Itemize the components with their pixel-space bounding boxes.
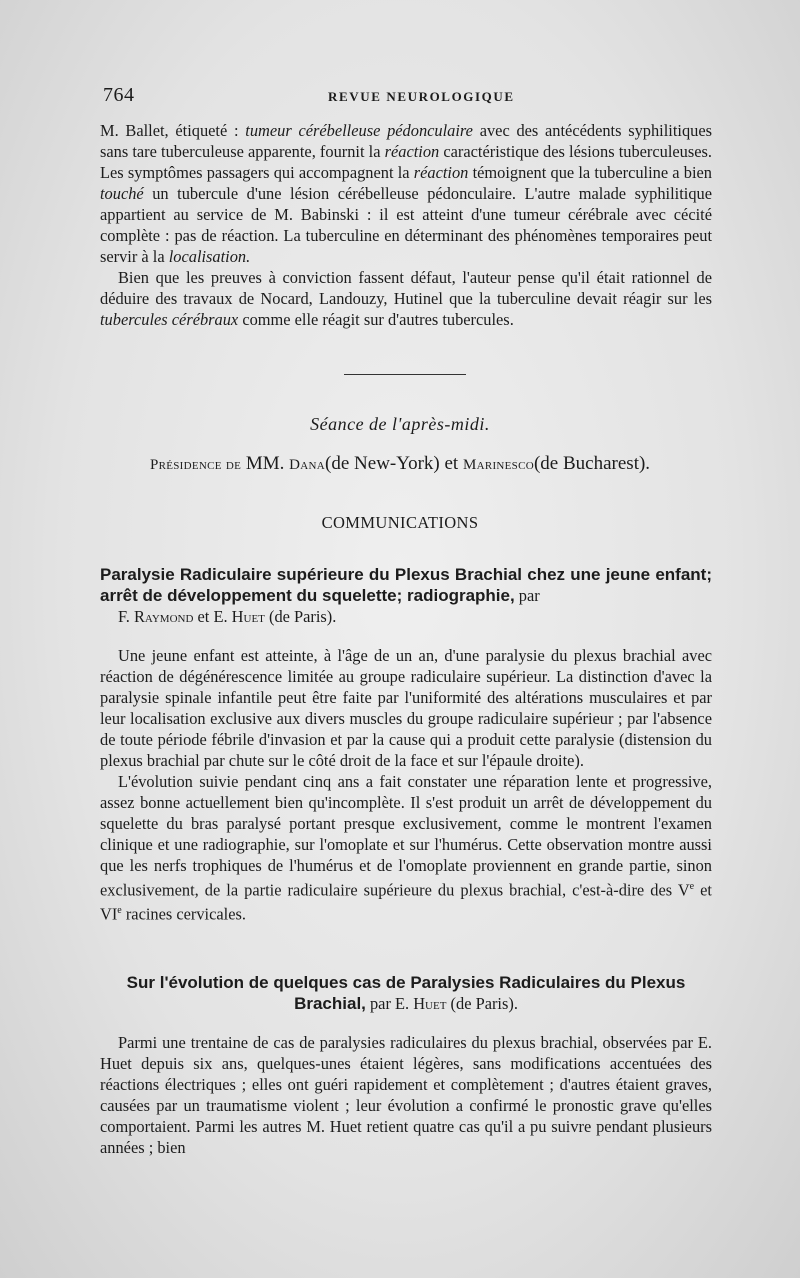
article-1-paragraph-1: Une jeune enfant est atteinte, à l'âge de un an, d'une paralysie du plexus brachial avec réaction de dégénérescence limitée au groupe radiculaire supérieur. La distinction d'avec la paralysie spinale infantile peut être faite par l'uniformité des altérations musculaires et par leur localisation exclusive aux divers muscles du groupe radiculaire supérieur ; par l'absence de toute période fébrile d'invasion et par la cause qui a produit cette paralysie (distension du plexus brachial par chute sur le côté droit de la face et sur l'épaule droite). [100,646,712,770]
article-2-paragraph-1: Parmi une trentaine de cas de paralysies radiculaires du plexus brachial, observées par E. Huet depuis six ans, quelques-unes étaient légères, sans modifications accentuées des réactions électriques ; elles ont guéri rapidement et complètement ; d'autres étaient graves, causées par un traumatisme violent ; leur évolution a confirmé le pronostic grave qu'elles comportaient. Parmi les autres M. Huet retient quatre cas qu'il a pu suivre pendant plusieurs années ; bien [100,1033,712,1157]
intro-paragraph-1: M. Ballet, étiqueté : tumeur cérébelleuse pédonculaire avec des antécédents syphilitiques sans tare tuberculeuse apparente, fournit la réaction caractéristique des lésions tuberculeuses. Les symptômes passagers qui accompagnent la réaction témoignent que la tuberculine a bien touché un tubercule d'une lésion cérébelleuse pédonculaire. L'autre malade syphilitique appartient au service de M. Babinski : il est atteint d'une tumeur cérébrale avec cécité complète : pas de réaction. La tuberculine en déterminant des phénomènes temporaires peut servir à la localisation. [100,121,712,266]
article-1-paragraph-2: L'évolution suivie pendant cinq ans a fait constater une réparation lente et progressive, assez bonne actuellement bien qu'incomplète. Il s'est produit un arrêt de développement du squelette du bras paralysé portant presque exclusivement, comme le montrent l'examen clinique et une radiographie, sur l'omoplate et sur l'humérus. Cette observation montre aussi que les nerfs trophiques de l'humérus et de l'omoplate proviennent en grande partie, sinon exclusivement, de la partie radiculaire supérieure du plexus brachial, c'est-à-dire des Ve et VIe racines cervicales. [100,772,712,924]
intro-paragraph-2: Bien que les preuves à conviction fassent défaut, l'auteur pense qu'il était rationnel de déduire des travaux de Nocard, Landouzy, Hutinel que la tuberculine devait réagir sur les tubercules cérébraux comme elle réagit sur d'autres tubercules. [100,268,712,329]
presidency-line: Présidence de MM. Dana(de New-York) et Marinesco(de Bucharest). [149,453,651,474]
article-1 [100,564,712,925]
article-1-title: Paralysie Radiculaire supérieure du Plexus Brachial chez une jeune enfant; arrêt de développement du squelette; radiographie, par F. Raymond et E. Huet (de Paris). [100,565,712,626]
running-title: REVUE NEUROLOGIQUE [328,89,515,104]
article-2-title: Sur l'évolution de quelques cas de Paralysies Radiculaires du Plexus Brachial, par E. Huet (de Paris). [126,973,686,1013]
article-2 [100,972,712,1158]
intro-section [100,120,712,330]
session-heading: Séance de l'après-midi. [310,414,490,434]
page-number: 764 [103,84,135,106]
section-divider [344,374,466,375]
communications-heading: COMMUNICATIONS [321,513,479,532]
page-header [103,84,708,108]
